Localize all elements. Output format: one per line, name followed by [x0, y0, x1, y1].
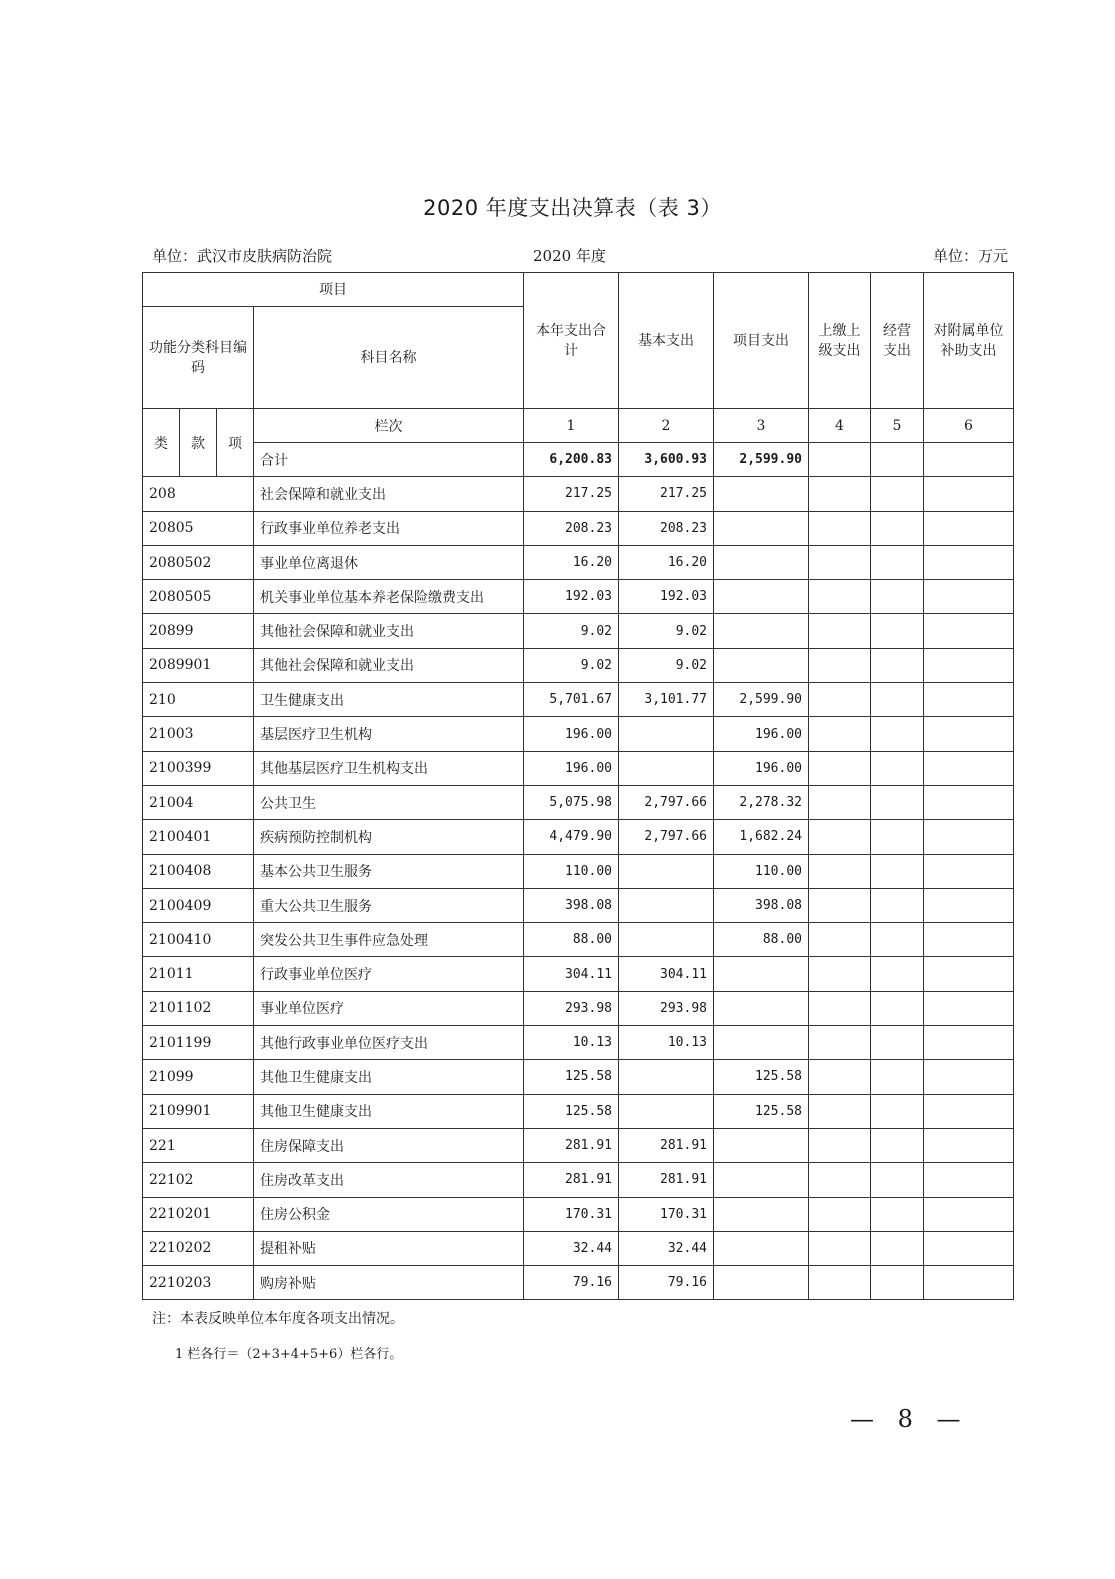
table-row: [143, 957, 1014, 991]
total-amount: 6,200.83: [524, 443, 619, 477]
row-upper: [809, 683, 871, 717]
row-basic: [619, 888, 714, 922]
row-subject-name: 重大公共卫生服务: [254, 888, 524, 922]
row-code: 2100399: [143, 751, 254, 785]
row-project: [714, 545, 809, 579]
row-basic: 217.25: [619, 477, 714, 511]
row-basic: 208.23: [619, 511, 714, 545]
header-col-total: 本年支出合计: [524, 273, 619, 409]
unit-label: 单位：武汉市皮肤病防治院: [152, 247, 333, 265]
row-subject-name: 行政事业单位医疗: [254, 957, 524, 991]
row-upper: [809, 1026, 871, 1060]
row-business: [871, 683, 924, 717]
table-row: [143, 580, 1014, 614]
currency-unit-label: 单位：万元: [933, 247, 1009, 265]
row-subject-name: 卫生健康支出: [254, 683, 524, 717]
table-row: [143, 854, 1014, 888]
row-subsidy: [924, 1026, 1014, 1060]
table-row: [143, 923, 1014, 957]
row-basic: [619, 1094, 714, 1128]
row-subject-name: 公共卫生: [254, 785, 524, 819]
col-number-2: 2: [619, 409, 714, 443]
row-total: 16.20: [524, 545, 619, 579]
row-business: [871, 580, 924, 614]
row-subject-name: 行政事业单位养老支出: [254, 511, 524, 545]
table-row: [143, 1231, 1014, 1265]
row-subsidy: [924, 751, 1014, 785]
row-basic: 281.91: [619, 1163, 714, 1197]
table-row: [143, 991, 1014, 1025]
row-upper: [809, 854, 871, 888]
row-upper: [809, 820, 871, 854]
row-code: 210: [143, 683, 254, 717]
row-code: 221: [143, 1128, 254, 1162]
header-col-project: 项目支出: [714, 273, 809, 409]
row-total: 281.91: [524, 1128, 619, 1162]
header-func-code: 功能分类科目编码: [143, 307, 254, 409]
row-code: 2210203: [143, 1266, 254, 1300]
table-row: [143, 683, 1014, 717]
row-subject-name: 住房改革支出: [254, 1163, 524, 1197]
note-line-1: 注：本表反映单位本年度各项支出情况。: [152, 1311, 404, 1327]
table-row: [143, 785, 1014, 819]
row-subject-name: 疾病预防控制机构: [254, 820, 524, 854]
row-total: 79.16: [524, 1266, 619, 1300]
row-project: 88.00: [714, 923, 809, 957]
table-row: [143, 1197, 1014, 1231]
row-subsidy: [924, 1163, 1014, 1197]
row-subsidy: [924, 683, 1014, 717]
row-upper: [809, 991, 871, 1025]
row-basic: 32.44: [619, 1231, 714, 1265]
row-business: [871, 648, 924, 682]
row-code: 2210201: [143, 1197, 254, 1231]
table-row: [143, 717, 1014, 751]
total-basic: 3,600.93: [619, 443, 714, 477]
row-code: 2101102: [143, 991, 254, 1025]
row-upper: [809, 1163, 871, 1197]
row-code: 22102: [143, 1163, 254, 1197]
row-project: 398.08: [714, 888, 809, 922]
row-subject-name: 其他社会保障和就业支出: [254, 648, 524, 682]
row-project: 125.58: [714, 1060, 809, 1094]
row-subsidy: [924, 991, 1014, 1025]
row-subject-name: 突发公共卫生事件应急处理: [254, 923, 524, 957]
table-row: [143, 1026, 1014, 1060]
row-basic: 9.02: [619, 648, 714, 682]
row-subject-name: 其他基层医疗卫生机构支出: [254, 751, 524, 785]
row-subject-name: 购房补贴: [254, 1266, 524, 1300]
row-basic: 10.13: [619, 1026, 714, 1060]
row-project: [714, 1163, 809, 1197]
row-project: [714, 1026, 809, 1060]
row-upper: [809, 477, 871, 511]
row-total: 196.00: [524, 717, 619, 751]
table-row: [143, 477, 1014, 511]
row-project: 196.00: [714, 717, 809, 751]
col-number-4: 4: [809, 409, 871, 443]
row-code: 21011: [143, 957, 254, 991]
table-row: [143, 820, 1014, 854]
row-basic: 293.98: [619, 991, 714, 1025]
row-total: 304.11: [524, 957, 619, 991]
row-upper: [809, 1266, 871, 1300]
row-project: [714, 1266, 809, 1300]
row-upper: [809, 1128, 871, 1162]
row-code: 20805: [143, 511, 254, 545]
row-project: [714, 477, 809, 511]
row-total: 125.58: [524, 1060, 619, 1094]
row-upper: [809, 511, 871, 545]
row-upper: [809, 648, 871, 682]
row-business: [871, 511, 924, 545]
row-basic: 192.03: [619, 580, 714, 614]
row-project: [714, 1231, 809, 1265]
row-code: 208: [143, 477, 254, 511]
row-business: [871, 991, 924, 1025]
row-upper: [809, 888, 871, 922]
row-business: [871, 1266, 924, 1300]
row-total: 88.00: [524, 923, 619, 957]
row-subsidy: [924, 1128, 1014, 1162]
header-xiang: 项: [217, 409, 254, 477]
row-subject-name: 住房保障支出: [254, 1128, 524, 1162]
header-col-subsidy: 对附属单位补助支出: [924, 273, 1014, 409]
header-kuan: 款: [180, 409, 217, 477]
row-subject-name: 事业单位离退休: [254, 545, 524, 579]
header-col-upper: 上缴上级支出: [809, 273, 871, 409]
row-total: 196.00: [524, 751, 619, 785]
row-project: [714, 1197, 809, 1231]
row-subject-name: 其他行政事业单位医疗支出: [254, 1026, 524, 1060]
row-subsidy: [924, 545, 1014, 579]
header-project: 项目: [143, 273, 524, 307]
row-subsidy: [924, 888, 1014, 922]
row-basic: 2,797.66: [619, 785, 714, 819]
row-subject-name: 其他卫生健康支出: [254, 1060, 524, 1094]
row-project: [714, 511, 809, 545]
row-basic: 79.16: [619, 1266, 714, 1300]
col-number-5: 5: [871, 409, 924, 443]
row-code: 2100408: [143, 854, 254, 888]
row-business: [871, 923, 924, 957]
row-subsidy: [924, 511, 1014, 545]
row-code: 2109901: [143, 1094, 254, 1128]
row-subject-name: 其他社会保障和就业支出: [254, 614, 524, 648]
table-row: [143, 1266, 1014, 1300]
row-basic: 3,101.77: [619, 683, 714, 717]
row-basic: 16.20: [619, 545, 714, 579]
row-subsidy: [924, 1197, 1014, 1231]
col-number-1: 1: [524, 409, 619, 443]
row-upper: [809, 785, 871, 819]
row-basic: [619, 854, 714, 888]
row-code: 20899: [143, 614, 254, 648]
row-business: [871, 751, 924, 785]
row-project: [714, 991, 809, 1025]
row-project: [714, 580, 809, 614]
col-number-3: 3: [714, 409, 809, 443]
page-number: — 8 —: [850, 1405, 969, 1433]
row-business: [871, 717, 924, 751]
row-business: [871, 1060, 924, 1094]
row-total: 10.13: [524, 1026, 619, 1060]
row-subject-name: 住房公积金: [254, 1197, 524, 1231]
row-business: [871, 1094, 924, 1128]
row-code: 21003: [143, 717, 254, 751]
table-row: [143, 1094, 1014, 1128]
row-business: [871, 1231, 924, 1265]
row-project: 1,682.24: [714, 820, 809, 854]
row-subsidy: [924, 923, 1014, 957]
col-number-6: 6: [924, 409, 1014, 443]
table-row: [143, 648, 1014, 682]
row-upper: [809, 923, 871, 957]
row-upper: [809, 580, 871, 614]
row-total: 217.25: [524, 477, 619, 511]
row-subject-name: 其他卫生健康支出: [254, 1094, 524, 1128]
row-upper: [809, 1231, 871, 1265]
row-upper: [809, 1197, 871, 1231]
row-project: [714, 1128, 809, 1162]
header-col-business: 经营支出: [871, 273, 924, 409]
row-subsidy: [924, 1266, 1014, 1300]
row-total: 125.58: [524, 1094, 619, 1128]
row-total: 32.44: [524, 1231, 619, 1265]
row-subject-name: 基本公共卫生服务: [254, 854, 524, 888]
total-subsidy: [924, 443, 1014, 477]
row-upper: [809, 957, 871, 991]
row-total: 281.91: [524, 1163, 619, 1197]
row-basic: [619, 717, 714, 751]
row-project: [714, 614, 809, 648]
row-subsidy: [924, 648, 1014, 682]
row-total: 9.02: [524, 648, 619, 682]
row-business: [871, 854, 924, 888]
row-subsidy: [924, 785, 1014, 819]
row-basic: 304.11: [619, 957, 714, 991]
row-business: [871, 957, 924, 991]
note-line-2: 1 栏各行＝（2+3+4+5+6）栏各行。: [175, 1347, 403, 1362]
table-row: [143, 1128, 1014, 1162]
row-basic: [619, 751, 714, 785]
header-subject-name: 科目名称: [254, 307, 524, 409]
total-upper: [809, 443, 871, 477]
row-code: 2100410: [143, 923, 254, 957]
row-subsidy: [924, 580, 1014, 614]
header-lanci: 栏次: [254, 409, 524, 443]
row-upper: [809, 545, 871, 579]
row-subsidy: [924, 717, 1014, 751]
row-project: 196.00: [714, 751, 809, 785]
row-business: [871, 820, 924, 854]
row-project: 110.00: [714, 854, 809, 888]
row-basic: 9.02: [619, 614, 714, 648]
row-code: 2100409: [143, 888, 254, 922]
notes: [152, 1308, 404, 1362]
page-title: 2020 年度支出决算表（表 3）: [423, 196, 722, 220]
row-subsidy: [924, 820, 1014, 854]
row-subject-name: 提租补贴: [254, 1231, 524, 1265]
row-subsidy: [924, 477, 1014, 511]
row-code: 21099: [143, 1060, 254, 1094]
row-total: 293.98: [524, 991, 619, 1025]
table-row: [143, 888, 1014, 922]
row-business: [871, 477, 924, 511]
row-project: 125.58: [714, 1094, 809, 1128]
row-subject-name: 机关事业单位基本养老保险缴费支出: [254, 580, 524, 614]
row-basic: 281.91: [619, 1128, 714, 1162]
row-basic: 170.31: [619, 1197, 714, 1231]
row-subsidy: [924, 1060, 1014, 1094]
row-subsidy: [924, 614, 1014, 648]
row-upper: [809, 614, 871, 648]
row-total: 110.00: [524, 854, 619, 888]
row-subsidy: [924, 1231, 1014, 1265]
row-business: [871, 1163, 924, 1197]
row-basic: 2,797.66: [619, 820, 714, 854]
row-business: [871, 545, 924, 579]
row-upper: [809, 751, 871, 785]
row-code: 2080505: [143, 580, 254, 614]
expenditure-table: [142, 272, 1014, 1300]
row-code: 2210202: [143, 1231, 254, 1265]
row-subject-name: 基层医疗卫生机构: [254, 717, 524, 751]
total-label: 合计: [254, 443, 524, 477]
row-subsidy: [924, 1094, 1014, 1128]
row-total: 208.23: [524, 511, 619, 545]
row-project: [714, 957, 809, 991]
table-row: [143, 511, 1014, 545]
row-project: 2,278.32: [714, 785, 809, 819]
row-subject-name: 事业单位医疗: [254, 991, 524, 1025]
total-business: [871, 443, 924, 477]
header-col-basic: 基本支出: [619, 273, 714, 409]
row-total: 5,701.67: [524, 683, 619, 717]
row-total: 4,479.90: [524, 820, 619, 854]
row-business: [871, 888, 924, 922]
row-total: 170.31: [524, 1197, 619, 1231]
row-project: 2,599.90: [714, 683, 809, 717]
row-business: [871, 785, 924, 819]
header-row-project: [143, 273, 1014, 307]
row-upper: [809, 717, 871, 751]
row-total: 192.03: [524, 580, 619, 614]
row-code: 2100401: [143, 820, 254, 854]
table-row: [143, 614, 1014, 648]
table-row: [143, 1163, 1014, 1197]
row-basic: [619, 923, 714, 957]
row-subsidy: [924, 854, 1014, 888]
row-business: [871, 1197, 924, 1231]
total-project: 2,599.90: [714, 443, 809, 477]
row-upper: [809, 1060, 871, 1094]
row-subsidy: [924, 957, 1014, 991]
row-code: 21004: [143, 785, 254, 819]
row-basic: [619, 1060, 714, 1094]
row-business: [871, 614, 924, 648]
row-code: 2101199: [143, 1026, 254, 1060]
row-subject-name: 社会保障和就业支出: [254, 477, 524, 511]
row-project: [714, 648, 809, 682]
row-upper: [809, 1094, 871, 1128]
total-row: [143, 443, 1014, 477]
year-label: 2020 年度: [533, 247, 606, 265]
row-total: 398.08: [524, 888, 619, 922]
header-row-column-numbers: [143, 409, 1014, 443]
row-code: 2089901: [143, 648, 254, 682]
row-business: [871, 1128, 924, 1162]
row-code: 2080502: [143, 545, 254, 579]
row-business: [871, 1026, 924, 1060]
header-lei: 类: [143, 409, 180, 477]
table-row: [143, 751, 1014, 785]
table-row: [143, 545, 1014, 579]
row-total: 9.02: [524, 614, 619, 648]
row-total: 5,075.98: [524, 785, 619, 819]
table-row: [143, 1060, 1014, 1094]
